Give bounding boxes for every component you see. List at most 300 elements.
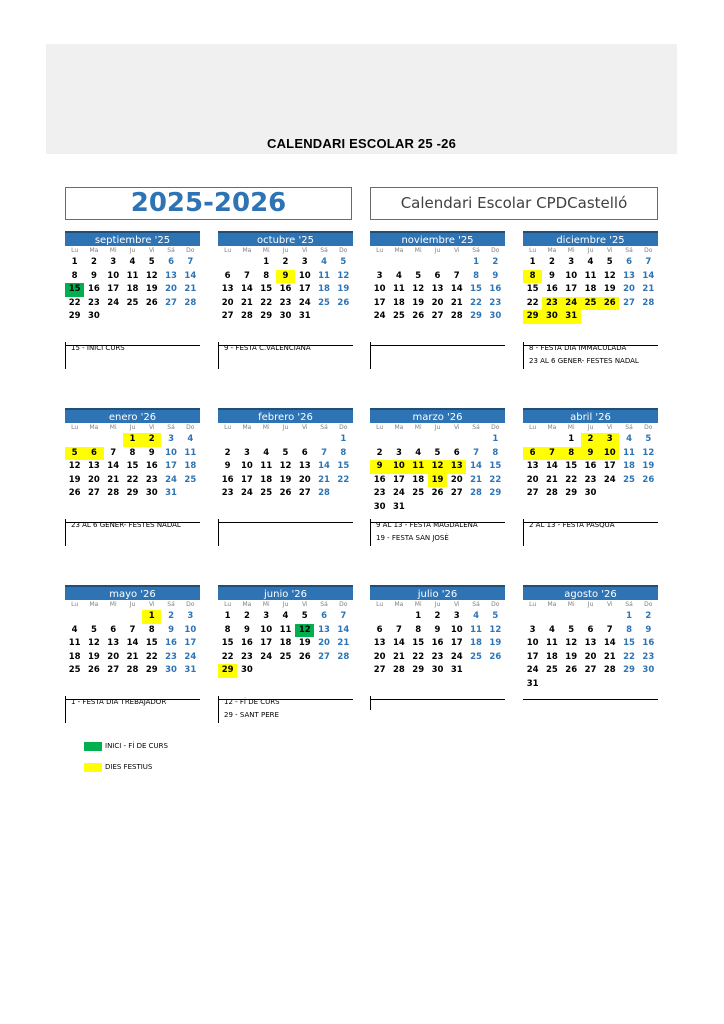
day-cell: 13 xyxy=(584,638,597,648)
month-calendar xyxy=(65,231,200,346)
week-row xyxy=(218,624,353,638)
divider xyxy=(218,519,219,546)
day-cell: 11 xyxy=(260,461,273,471)
weekday-header xyxy=(218,600,353,610)
weekday-label: Ju xyxy=(282,247,289,254)
day-cell: 9 xyxy=(434,624,441,635)
day-cell: 7 xyxy=(321,447,327,458)
day-cell: 27 xyxy=(373,665,386,675)
empty-cell xyxy=(276,433,295,447)
weekday-header xyxy=(65,600,200,610)
month-calendar xyxy=(218,408,353,523)
day-cell-holiday: 29 xyxy=(218,664,237,678)
week-row xyxy=(65,447,200,461)
week-row xyxy=(523,310,658,324)
day-cell: 20 xyxy=(373,651,386,662)
day-cell: 7 xyxy=(473,447,479,458)
day-cell: 16 xyxy=(584,461,597,471)
day-cell: 11 xyxy=(546,638,558,648)
day-cell: 2 xyxy=(168,611,174,621)
day-cell: 20 xyxy=(165,284,177,294)
week-row xyxy=(65,460,200,474)
day-cell-holiday: 9 xyxy=(581,447,600,461)
empty-cell xyxy=(581,610,600,624)
day-cell: 14 xyxy=(241,284,253,294)
day-cell: 17 xyxy=(603,461,616,471)
empty-cell xyxy=(314,664,333,678)
day-cell: 8 xyxy=(626,624,632,635)
day-cell: 7 xyxy=(645,257,652,267)
week-row xyxy=(218,460,353,474)
day-cell: 20 xyxy=(584,651,597,662)
day-cell-holiday: 12 xyxy=(428,460,447,474)
weekday-label: Do xyxy=(186,601,195,608)
day-cell-holiday: 9 xyxy=(276,270,295,284)
weekday-header xyxy=(523,423,658,433)
day-cell: 7 xyxy=(395,624,402,635)
weekday-label: Ma xyxy=(89,424,99,431)
weekday-label: Ma xyxy=(547,424,557,431)
day-cell: 13 xyxy=(318,624,330,635)
day-cell: 13 xyxy=(373,638,386,648)
week-row xyxy=(65,256,200,270)
day-cell: 28 xyxy=(126,665,139,675)
weekday-label: Ju xyxy=(129,247,136,254)
day-cell: 27 xyxy=(107,665,120,675)
weekday-label: Do xyxy=(644,601,653,608)
day-cell: 25 xyxy=(260,488,273,498)
week-row xyxy=(370,624,505,638)
day-cell: 6 xyxy=(587,624,594,635)
day-cell: 20 xyxy=(623,284,635,294)
week-row xyxy=(370,610,505,624)
weekday-label: Lu xyxy=(376,601,384,608)
note-jan-0: 23 AL 6 GENER- FESTES NADAL xyxy=(71,521,181,529)
day-cell: 25 xyxy=(546,665,558,675)
month-title: mayo '26 xyxy=(65,585,200,600)
day-cell: 13 xyxy=(107,638,120,648)
day-cell: 17 xyxy=(260,638,273,648)
day-cell: 18 xyxy=(68,651,81,662)
day-cell: 12 xyxy=(565,638,578,648)
week-row xyxy=(370,460,505,474)
week-row xyxy=(370,256,505,270)
day-cell: 25 xyxy=(279,651,292,662)
day-cell: 1 xyxy=(626,611,632,621)
empty-cell xyxy=(65,610,84,624)
empty-cell xyxy=(447,433,466,447)
day-cell: 20 xyxy=(221,297,234,308)
empty-cell xyxy=(389,256,408,270)
day-cell: 19 xyxy=(279,474,292,485)
day-cell: 26 xyxy=(412,311,425,321)
empty-cell xyxy=(466,433,485,447)
day-cell: 18 xyxy=(623,461,635,471)
week-row xyxy=(523,678,658,692)
empty-cell xyxy=(370,433,389,447)
day-cell: 17 xyxy=(526,651,539,662)
weekday-label: Ju xyxy=(434,424,441,431)
month-calendar xyxy=(218,585,353,700)
day-cell-holiday: 10 xyxy=(389,460,408,474)
empty-cell xyxy=(639,310,658,324)
day-cell: 19 xyxy=(68,474,81,485)
month-title: diciembre '25 xyxy=(523,231,658,246)
legend-swatch-holiday xyxy=(84,763,102,772)
weekday-label: Do xyxy=(644,247,653,254)
day-cell: 22 xyxy=(126,474,139,485)
divider xyxy=(370,342,371,369)
day-cell: 17 xyxy=(450,638,463,648)
weekday-label: Do xyxy=(491,601,500,608)
weekday-label: Ma xyxy=(547,247,557,254)
weekday-label: Ma xyxy=(242,601,252,608)
weekday-label: Lu xyxy=(376,424,384,431)
day-cell: 9 xyxy=(243,624,250,635)
day-cell: 22 xyxy=(489,474,502,485)
day-cell: 29 xyxy=(260,311,273,321)
day-cell: 30 xyxy=(584,488,597,498)
week-row xyxy=(523,610,658,624)
day-cell: 23 xyxy=(279,297,292,308)
empty-cell xyxy=(334,310,353,324)
day-cell-holiday: 23 xyxy=(542,297,561,311)
day-cell: 15 xyxy=(412,638,425,648)
week-row xyxy=(218,651,353,665)
day-cell: 20 xyxy=(431,297,444,308)
empty-cell xyxy=(181,487,200,501)
weekday-label: Vi xyxy=(301,601,308,608)
day-cell: 20 xyxy=(318,638,330,648)
day-cell: 2 xyxy=(376,447,383,458)
day-cell: 13 xyxy=(526,461,539,471)
day-cell: 7 xyxy=(129,624,136,635)
empty-cell xyxy=(389,610,408,624)
day-cell: 16 xyxy=(88,284,100,294)
month-calendar xyxy=(370,585,505,700)
day-cell: 28 xyxy=(393,665,405,675)
weekday-label: Ma xyxy=(547,601,557,608)
empty-cell xyxy=(466,501,485,515)
day-cell: 1 xyxy=(71,257,78,267)
day-cell: 20 xyxy=(107,651,120,662)
weekday-label: Mi xyxy=(109,424,117,431)
empty-cell xyxy=(65,433,84,447)
day-cell: 3 xyxy=(110,257,117,267)
day-cell: 20 xyxy=(450,474,463,485)
day-cell: 30 xyxy=(241,665,253,675)
day-cell: 19 xyxy=(603,284,616,294)
weekday-label: Ma xyxy=(242,424,252,431)
day-cell: 13 xyxy=(165,270,177,281)
empty-cell xyxy=(581,678,600,692)
day-cell-holiday: 7 xyxy=(542,447,561,461)
empty-cell xyxy=(123,610,142,624)
weekday-label: Ju xyxy=(434,601,441,608)
day-cell: 10 xyxy=(298,270,311,281)
week-row xyxy=(218,637,353,651)
weekday-header xyxy=(370,246,505,256)
day-cell: 2 xyxy=(492,257,499,267)
weekday-header xyxy=(370,600,505,610)
day-cell: 11 xyxy=(318,270,330,281)
day-cell: 3 xyxy=(263,611,270,621)
day-cell: 4 xyxy=(395,270,402,281)
day-cell: 20 xyxy=(298,474,311,485)
day-cell: 27 xyxy=(450,488,463,498)
empty-cell xyxy=(639,678,658,692)
week-row xyxy=(218,270,353,284)
day-cell: 24 xyxy=(373,311,386,321)
day-cell: 15 xyxy=(489,461,502,471)
day-cell: 2 xyxy=(243,611,250,621)
day-cell: 1 xyxy=(263,257,270,267)
weekday-label: Mi xyxy=(262,247,270,254)
weekday-label: Sá xyxy=(167,247,175,254)
day-grid xyxy=(370,433,505,523)
day-cell: 28 xyxy=(603,665,616,675)
day-cell: 5 xyxy=(148,257,155,267)
weekday-header xyxy=(370,423,505,433)
day-cell: 30 xyxy=(431,665,444,675)
day-cell: 27 xyxy=(584,665,597,675)
week-row xyxy=(370,310,505,324)
day-cell: 18 xyxy=(393,297,405,308)
day-cell: 1 xyxy=(415,611,422,621)
empty-cell xyxy=(600,610,619,624)
day-cell: 12 xyxy=(88,638,100,648)
day-cell: 3 xyxy=(168,434,174,444)
day-cell: 31 xyxy=(184,665,197,675)
day-cell: 31 xyxy=(526,678,539,689)
divider xyxy=(65,696,66,723)
day-cell: 10 xyxy=(526,638,539,648)
empty-cell xyxy=(370,610,389,624)
day-cell: 31 xyxy=(393,501,405,512)
weekday-label: Vi xyxy=(148,601,155,608)
day-cell: 3 xyxy=(376,270,383,281)
day-cell: 12 xyxy=(642,447,655,458)
note-jun-1: 29 - SANT PERE xyxy=(224,711,279,719)
day-cell: 9 xyxy=(548,270,555,281)
day-cell: 23 xyxy=(88,297,100,308)
week-row xyxy=(218,487,353,501)
empty-cell xyxy=(84,610,103,624)
month-title: noviembre '25 xyxy=(370,231,505,246)
day-cell: 26 xyxy=(565,665,578,675)
day-cell: 31 xyxy=(165,488,177,498)
empty-cell xyxy=(428,433,447,447)
day-cell: 22 xyxy=(412,651,425,662)
day-cell: 11 xyxy=(393,284,405,294)
day-cell: 16 xyxy=(431,638,444,648)
week-row xyxy=(65,664,200,678)
empty-cell xyxy=(104,310,123,324)
weekday-label: Vi xyxy=(453,424,460,431)
empty-cell xyxy=(600,487,619,501)
empty-cell xyxy=(104,610,123,624)
day-cell: 22 xyxy=(145,651,158,662)
day-cell: 15 xyxy=(126,461,139,471)
day-cell: 11 xyxy=(68,638,81,648)
week-row xyxy=(523,270,658,284)
day-cell: 26 xyxy=(145,297,158,308)
divider xyxy=(370,696,371,710)
day-cell: 25 xyxy=(184,474,197,485)
day-cell: 14 xyxy=(393,638,405,648)
day-cell: 17 xyxy=(241,474,253,485)
day-cell: 11 xyxy=(584,270,597,281)
day-cell: 27 xyxy=(88,488,100,498)
day-cell-holiday: 6 xyxy=(523,447,542,461)
week-row xyxy=(370,637,505,651)
month-title: octubre '25 xyxy=(218,231,353,246)
day-cell: 21 xyxy=(603,651,616,662)
week-row xyxy=(218,474,353,488)
day-cell-holiday: 1 xyxy=(123,433,142,447)
empty-cell xyxy=(486,501,505,515)
school-label: Calendari Escolar CPDCastelló xyxy=(370,187,658,220)
week-row xyxy=(218,297,353,311)
weekday-label: Sá xyxy=(625,601,633,608)
day-cell: 6 xyxy=(224,270,231,281)
day-cell: 6 xyxy=(376,624,383,635)
week-row xyxy=(370,297,505,311)
day-cell: 24 xyxy=(241,488,253,498)
month-title: abril '26 xyxy=(523,408,658,423)
day-cell: 11 xyxy=(126,270,139,281)
day-cell: 25 xyxy=(470,651,482,662)
month-calendar xyxy=(370,231,505,346)
day-cell: 1 xyxy=(568,434,575,444)
day-cell: 26 xyxy=(279,488,292,498)
day-cell: 3 xyxy=(568,257,575,267)
weekday-label: Sá xyxy=(472,601,480,608)
page-title: CALENDARI ESCOLAR 25 -26 xyxy=(267,136,456,151)
day-grid xyxy=(65,256,200,346)
day-cell: 15 xyxy=(565,461,578,471)
day-cell: 28 xyxy=(241,311,253,321)
weekday-label: Mi xyxy=(109,247,117,254)
day-cell: 12 xyxy=(145,270,158,281)
day-cell: 22 xyxy=(260,297,273,308)
day-cell: 21 xyxy=(546,474,558,485)
day-grid xyxy=(523,433,658,523)
day-cell: 1 xyxy=(473,257,479,267)
day-cell: 21 xyxy=(642,284,655,294)
day-cell: 4 xyxy=(415,447,422,458)
weekday-label: Lu xyxy=(224,247,232,254)
day-cell: 11 xyxy=(623,447,635,458)
week-row xyxy=(65,651,200,665)
day-cell: 14 xyxy=(318,461,330,471)
day-cell: 14 xyxy=(184,270,197,281)
day-cell: 3 xyxy=(243,447,250,458)
day-cell: 17 xyxy=(298,284,311,294)
empty-cell xyxy=(218,256,237,270)
day-cell: 9 xyxy=(645,624,652,635)
day-grid xyxy=(218,610,353,700)
day-cell: 2 xyxy=(90,257,97,267)
week-row xyxy=(218,447,353,461)
week-row xyxy=(523,297,658,311)
day-cell: 12 xyxy=(412,284,425,294)
day-cell: 16 xyxy=(165,638,177,648)
day-cell: 29 xyxy=(126,488,139,498)
weekday-header xyxy=(65,423,200,433)
day-cell-holiday: 3 xyxy=(600,433,619,447)
day-cell: 16 xyxy=(642,638,655,648)
weekday-label: Lu xyxy=(224,601,232,608)
weekday-label: Ma xyxy=(394,424,404,431)
day-cell: 24 xyxy=(260,651,273,662)
weekday-label: Lu xyxy=(376,247,384,254)
day-grid xyxy=(523,256,658,346)
day-cell: 21 xyxy=(393,651,405,662)
day-cell: 4 xyxy=(626,434,632,444)
day-cell: 10 xyxy=(241,461,253,471)
day-cell: 5 xyxy=(415,270,422,281)
day-cell-holiday: 5 xyxy=(65,447,84,461)
day-cell: 23 xyxy=(642,651,655,662)
day-cell: 9 xyxy=(90,270,97,281)
day-cell: 25 xyxy=(393,311,405,321)
day-cell: 8 xyxy=(473,270,479,281)
day-cell: 25 xyxy=(318,297,330,308)
day-cell: 30 xyxy=(279,311,292,321)
day-cell: 4 xyxy=(282,611,289,621)
day-cell: 4 xyxy=(587,257,594,267)
day-cell: 30 xyxy=(88,311,100,321)
day-cell: 25 xyxy=(412,488,425,498)
empty-cell xyxy=(104,433,123,447)
day-cell: 3 xyxy=(395,447,402,458)
day-cell: 4 xyxy=(129,257,136,267)
day-cell: 7 xyxy=(187,257,194,267)
day-cell: 20 xyxy=(88,474,100,485)
day-cell: 19 xyxy=(337,284,350,294)
day-cell: 10 xyxy=(260,624,273,635)
day-cell: 31 xyxy=(298,311,311,321)
day-cell: 23 xyxy=(165,651,177,662)
weekday-label: Vi xyxy=(148,247,155,254)
week-row xyxy=(65,474,200,488)
note-dec-1: 23 AL 6 GENER- FESTES NADAL xyxy=(529,357,639,365)
weekday-label: Do xyxy=(491,424,500,431)
divider xyxy=(65,519,66,546)
empty-cell xyxy=(389,433,408,447)
day-cell: 1 xyxy=(224,611,231,621)
day-cell: 8 xyxy=(129,447,136,458)
day-cell: 22 xyxy=(623,651,635,662)
day-cell: 13 xyxy=(88,461,100,471)
weekday-label: Ju xyxy=(434,247,441,254)
day-cell: 13 xyxy=(431,284,444,294)
day-cell: 28 xyxy=(184,297,197,308)
month-calendar xyxy=(523,231,658,346)
day-cell: 30 xyxy=(373,501,386,512)
day-cell: 18 xyxy=(260,474,273,485)
day-cell: 19 xyxy=(565,651,578,662)
day-cell: 24 xyxy=(165,474,177,485)
day-cell: 29 xyxy=(565,488,578,498)
day-cell: 24 xyxy=(184,651,197,662)
week-row xyxy=(370,433,505,447)
day-cell: 12 xyxy=(279,461,292,471)
day-cell: 1 xyxy=(529,257,536,267)
week-row xyxy=(65,283,200,297)
day-cell: 5 xyxy=(606,257,613,267)
